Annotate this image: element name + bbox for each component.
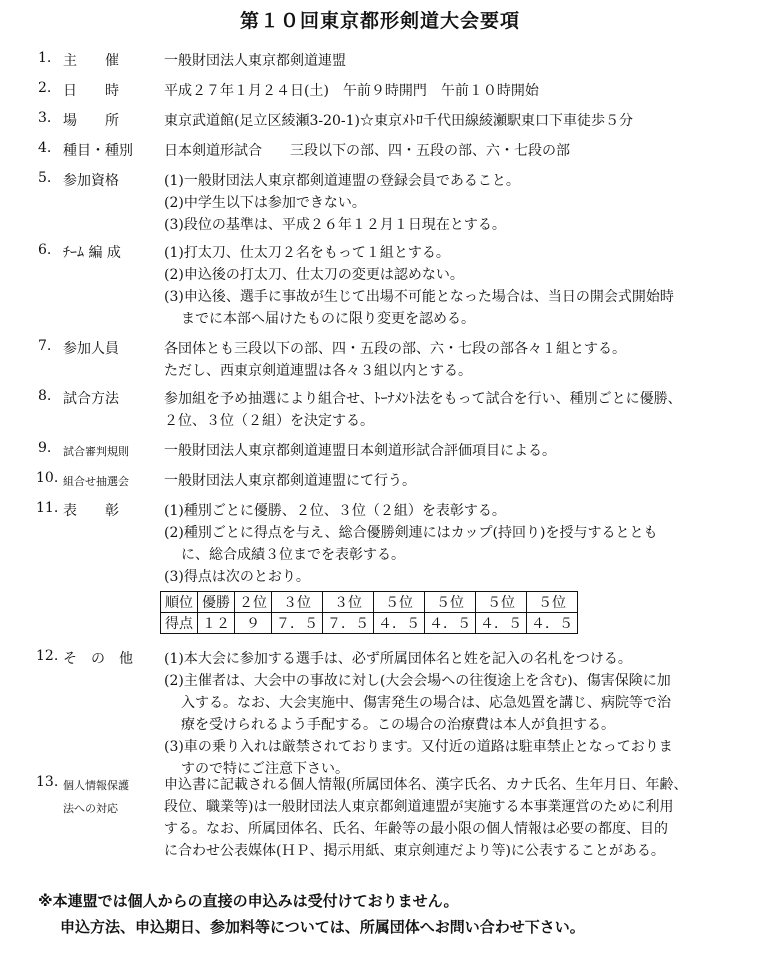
table-cell: ３位 [272,592,323,613]
section-number: 8. [38,388,52,404]
section-line: (2)種別ごとに得点を与え、総合優勝剣連にはカップ(持回り)を授与するととも [164,525,658,541]
section-line: (1)打太刀、仕太刀２名をもって１組とする。 [164,245,450,261]
section-label: 参加資格 [63,173,119,189]
section-label: 主 催 [63,53,119,69]
section-line: に、総合成績３位までを表彰する。 [181,547,405,563]
section-number: 7. [38,338,52,354]
section-line: (2)申込後の打太刀、仕太刀の変更は認めない。 [164,267,464,283]
section-label: 日 時 [63,83,119,99]
section-line: (1)種別ごとに優勝、２位、３位（２組）を表彰する。 [164,503,506,519]
section-line: 段位、職業等)は一般財団法人東京都剣道連盟が実施する本事業運営のために利用 [164,799,674,815]
section-line: 参加組を予め抽選により組合せ、ﾄｰﾅﾒﾝﾄ法をもって試合を行い、種別ごとに優勝、 [164,391,682,407]
section-line: (2)主催者は、大会中の事故に対し(大会会場への往復途上を含む)、傷害保険に加 [164,673,671,689]
table-cell: ９ [235,613,272,634]
section-line: に合わせ公表媒体(ＨＰ、掲示用紙、東京剣連だより等)に公表することがある。 [164,843,665,859]
section-number: 4. [38,140,52,156]
section-label: 種目・種別 [63,143,133,159]
table-cell: ２位 [235,592,272,613]
section-line: 日本剣道形試合 三段以下の部、四・五段の部、六・七段の部 [164,143,570,159]
table-cell: ３位 [323,592,374,613]
table-cell: 優勝 [198,592,235,613]
section-number: 11. [36,500,59,516]
table-row [161,592,578,613]
table-cell: ７．５ [272,613,323,634]
section-line: 療を受けられるよう手配する。この場合の治療費は本人が負担する。 [181,717,615,733]
table-row [161,613,578,634]
section-label-line2: 法への対応 [63,802,118,815]
section-line: 入する。なお、大会実施中、傷害発生の場合は、応急処置を講じ、病院等で治 [181,695,671,711]
notice-line-1: ※本連盟では個人からの直接の申込みは受付けておりません。 [38,892,459,910]
points-table [160,591,578,634]
section-line: 東京武道館(足立区綾瀬3-20-1)☆東京ﾒﾄﾛ千代田線綾瀬駅東口下車徒歩５分 [164,113,634,129]
section-number: 6. [38,242,52,258]
section-line: 一般財団法人東京都剣道連盟にて行う。 [164,473,416,489]
table-cell: ５位 [425,592,476,613]
table-cell: ５位 [374,592,425,613]
section-line: (1)一般財団法人東京都剣道連盟の登録会員であること。 [164,173,520,189]
section-number: 2. [38,80,52,96]
section-label: 組合せ抽選会 [63,475,129,488]
section-line: (3)段位の基準は、平成２６年１２月１日現在とする。 [164,217,506,233]
section-line: 一般財団法人東京都剣道連盟日本剣道形試合評価項目による。 [164,443,556,459]
section-line: (2)中学生以下は参加できない。 [164,195,366,211]
table-cell: １２ [198,613,235,634]
section-label: 個人情報保護 [63,779,129,792]
section-label: 参加人員 [63,341,119,357]
section-line: (3)車の乗り入れは厳禁されております。又付近の道路は駐車禁止となっておりま [164,739,673,755]
notice-line-2: 申込方法、申込期日、参加料等については、所属団体へお問い合わせ下さい。 [60,918,585,936]
section-line: 各団体とも三段以下の部、四・五段の部、六・七段の部各々１組とする。 [164,341,626,357]
table-cell: ４．５ [476,613,527,634]
section-label: そ の 他 [63,651,133,667]
section-label: 試合方法 [63,391,119,407]
section-line: ２位、３位（２組）を決定する。 [164,413,374,429]
table-cell: ５位 [527,592,578,613]
section-line: 平成２７年１月２４日(土) 午前９時開門 午前１０時開始 [164,83,539,99]
section-line: (1)本大会に参加する選手は、必ず所属団体名と姓を記入の名札をつける。 [164,651,632,667]
section-line: 申込書に記載される個人情報(所属団体名、漢字氏名、カナ氏名、生年月日、年齢、 [164,777,688,793]
section-number: 9. [38,440,52,456]
table-cell: ４．５ [527,613,578,634]
section-line: すので特にご注意下さい。 [181,761,349,777]
table-cell: ５位 [476,592,527,613]
section-label: 場 所 [63,113,119,129]
section-label: 試合審判規則 [63,445,129,458]
table-cell: 順位 [161,592,198,613]
table-cell: ７．５ [323,613,374,634]
table-cell: ４．５ [425,613,476,634]
section-line: までに本部へ届けたものに限り変更を認める。 [181,311,475,327]
section-line: (3)得点は次のとおり。 [164,569,310,585]
section-line: ただし、西東京剣道連盟は各々３組以内とする。 [164,363,472,379]
section-line: (3)申込後、選手に事故が生じて出場不可能となった場合は、当日の開会式開始時 [164,289,674,305]
section-line: する。なお、所属団体名、氏名、年齢等の最小限の個人情報は必要の都度、目的 [164,821,668,837]
section-number: 12. [36,648,59,664]
section-label: 表 彰 [63,503,119,519]
table-cell: 得点 [161,613,198,634]
table-cell: ４．５ [374,613,425,634]
section-number: 10. [36,470,59,486]
page-title: 第１０回東京都形剣道大会要項 [239,10,520,32]
section-number: 1. [38,50,52,66]
section-label: ﾁｰﾑ 編 成 [63,245,121,261]
section-number: 5. [38,170,52,186]
section-number: 13. [36,774,59,790]
section-line: 一般財団法人東京都剣道連盟 [164,53,346,69]
section-number: 3. [38,110,52,126]
